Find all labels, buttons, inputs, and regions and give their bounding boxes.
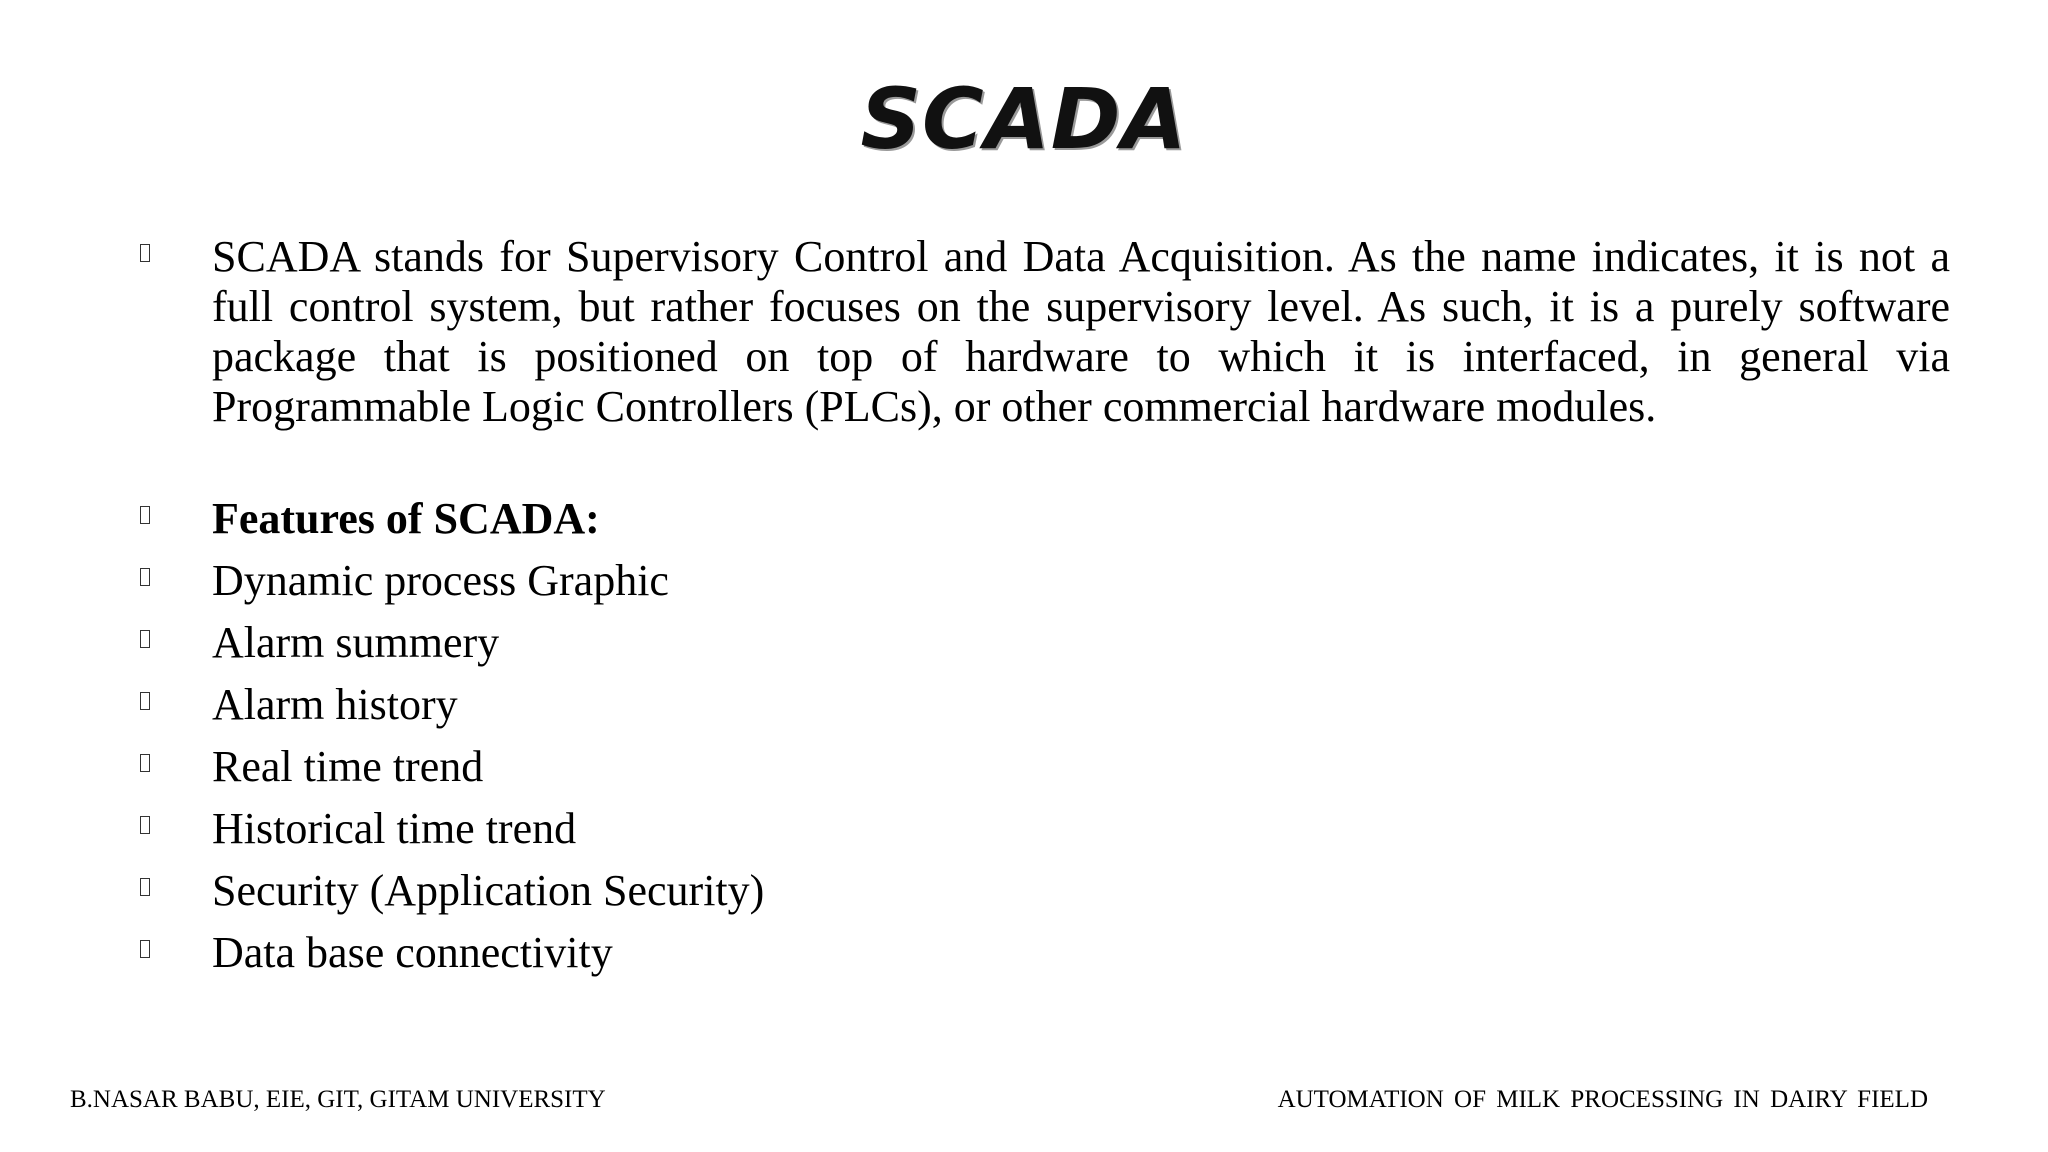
slide-title: SCADA [860,70,1188,168]
list-item [140,928,1950,978]
feature-text: Dynamic process Graphic [212,556,669,605]
bullet-icon [140,754,150,772]
list-item [140,866,1950,916]
feature-text: Alarm summery [212,618,500,667]
list-item [140,618,1950,668]
intro-paragraph-text: SCADA stands for Supervisory Control and Data Acquisition. As the name indicates, it is not a full control system, but rather focuses on the supervisory level. As such, it is a purely software package that is positioned on top of hardware to which it is interfaced, in general via Programmable Logic Controllers (PLCs), or other commercial hardware modules. [212,232,1950,431]
bullet-icon [140,692,150,710]
bullet-icon [140,506,150,524]
slide-content [140,232,1950,978]
bullet-icon [140,568,150,586]
feature-text: Security (Application Security) [212,866,765,915]
bullet-icon [140,630,150,648]
bullet-icon [140,940,150,958]
list-item [140,742,1950,792]
footer-author: B.NASAR BABU, EIE, GIT, GITAM UNIVERSITY [70,1086,606,1113]
bullet-icon [140,878,150,896]
features-heading-text: Features of SCADA: [212,494,600,543]
list-item [140,556,1950,606]
feature-text: Alarm history [212,680,458,729]
intro-paragraph [140,232,1950,432]
feature-text: Historical time trend [212,804,577,853]
list-item [140,804,1950,854]
list-item [140,680,1950,730]
bullet-icon [140,244,150,262]
bullet-icon [140,816,150,834]
footer-topic: AUTOMATION OF MILK PROCESSING IN DAIRY FIELD [1277,1086,1928,1113]
feature-text: Data base connectivity [212,928,613,977]
feature-text: Real time trend [212,742,484,791]
features-heading [140,494,1950,544]
